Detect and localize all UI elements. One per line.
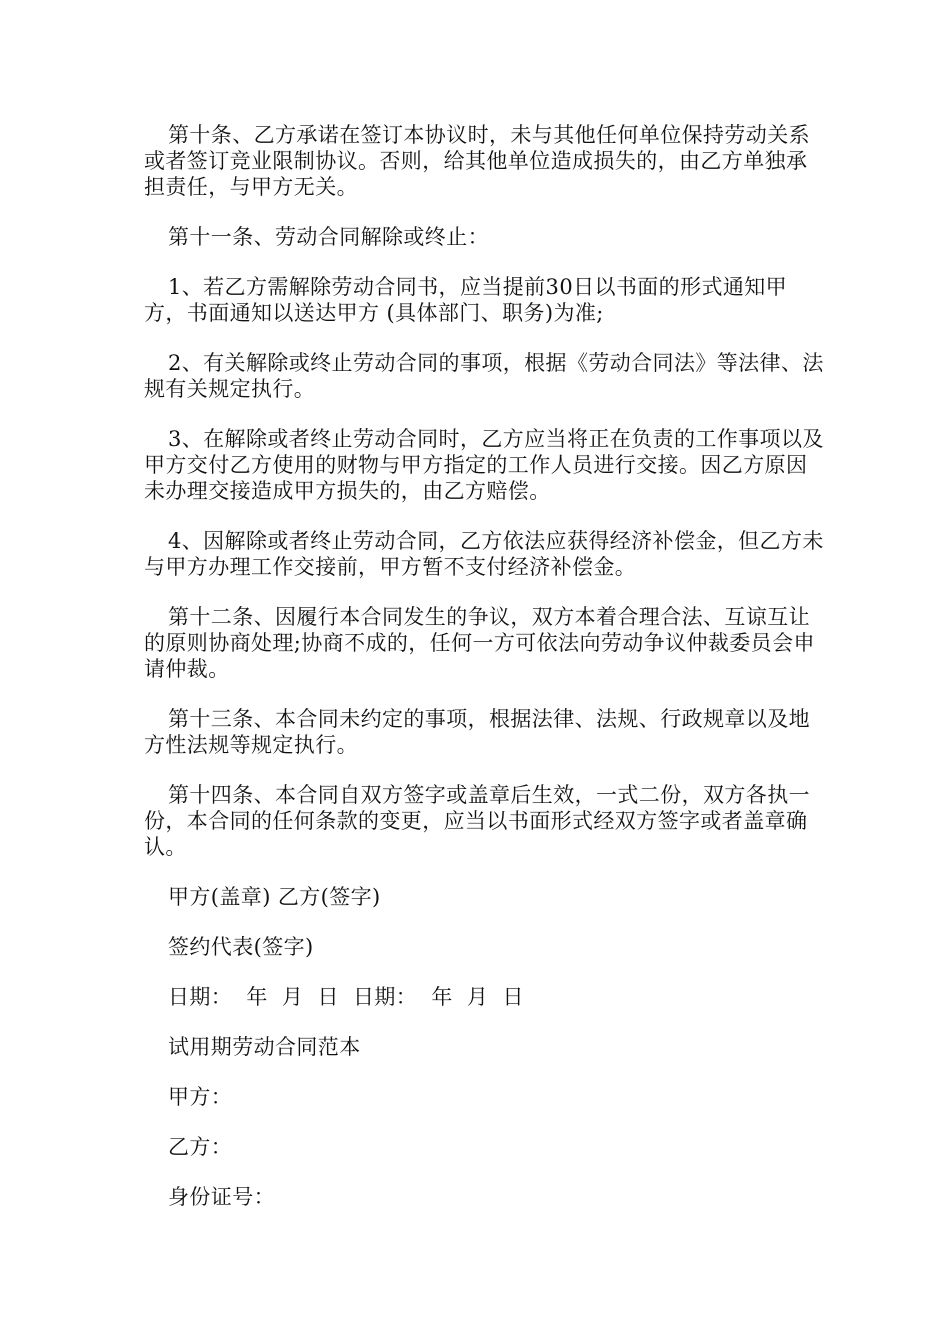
clause-14: 第十四条、本合同自双方签字或盖章后生效，一式二份，双方各执一份，本合同的任何条款的变更，应当以书面形式经双方签字或者盖章确认。 [144, 783, 810, 859]
template-title: 试用期劳动合同范本 [168, 1035, 361, 1059]
signature-representative: 签约代表(签字) [168, 935, 314, 959]
clause-10: 第十条、乙方承诺在签订本协议时，未与其他任何单位保持劳动关系或者签订竞业限制协议。否则，给其他单位造成损失的，由乙方单独承担责任，与甲方无关。 [144, 123, 810, 199]
document-body [144, 122, 824, 1234]
id-number-field: 身份证号： [168, 1185, 275, 1209]
clause-11-item-3: 3、在解除或者终止劳动合同时，乙方应当将正在负责的工作事项以及甲方交付乙方使用的财物与甲方指定的工作人员进行交接。因乙方原因未办理交接造成甲方损失的，由乙方赔偿。 [144, 427, 824, 503]
clause-11-item-4: 4、因解除或者终止劳动合同，乙方依法应获得经济补偿金，但乙方未与甲方办理工作交接前，甲方暂不支付经济补偿金。 [144, 529, 824, 579]
signature-dates: 日期： 年 月 日 日期： 年 月 日 [168, 985, 524, 1009]
clause-11-item-1: 1、若乙方需解除劳动合同书，应当提前30日以书面的形式通知甲方，书面通知以送达甲方 (具体部门、职务)为准; [144, 275, 788, 325]
party-b-field: 乙方： [168, 1135, 233, 1159]
clause-13: 第十三条、本合同未约定的事项，根据法律、法规、行政规章以及地方性法规等规定执行。 [144, 707, 810, 757]
clause-12: 第十二条、因履行本合同发生的争议，双方本着合理合法、互谅互让的原则协商处理;协商不成的，任何一方可依法向劳动争议仲裁委员会申请仲裁。 [144, 605, 815, 681]
clause-11-item-2: 2、有关解除或终止劳动合同的事项，根据《劳动合同法》等法律、法规有关规定执行。 [144, 351, 824, 401]
party-a-field: 甲方： [168, 1085, 233, 1109]
signature-parties: 甲方(盖章) 乙方(签字) [168, 885, 381, 909]
clause-11-heading: 第十一条、劳动合同解除或终止： [168, 225, 489, 249]
